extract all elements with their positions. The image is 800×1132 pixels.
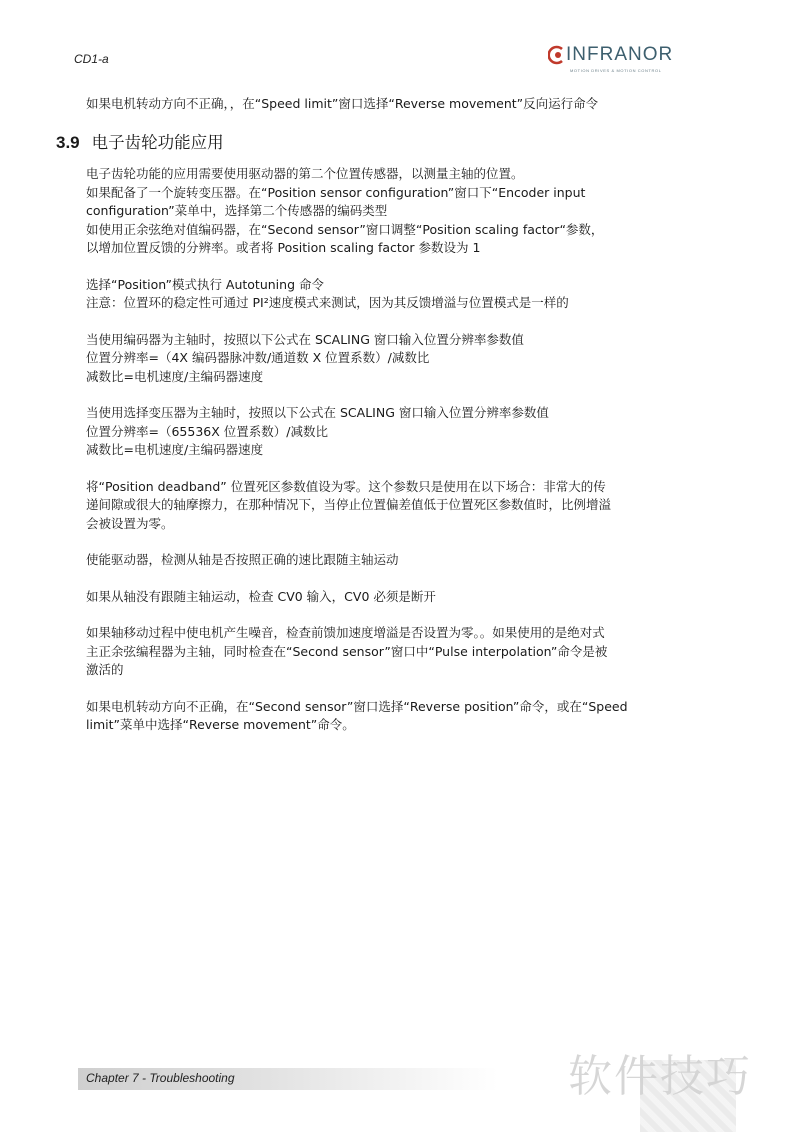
section-number: 3.9 [56,133,80,152]
paragraph-line: configuration”菜单中，选择第二个传感器的编码类型 [86,203,388,218]
paragraph [86,698,686,735]
logo-tagline: MOTION DRIVES & MOTION CONTROL [570,68,662,73]
watermark-text: 软件技巧 [568,1051,752,1102]
paragraph-line: 减数比=电机速度/主编码器速度 [86,368,264,384]
paragraph [86,624,686,680]
paragraph [86,331,686,387]
paragraph-line: 如果轴移动过程中使电机产生噪音，检查前馈加速度增溢是否设置为零。。如果使用的是绝对式 [86,625,605,640]
paragraph [86,276,686,313]
intro-line: 如果电机转动方向不正确，，在“Speed limit”窗口选择“Reverse movement”反向运行命令 [86,96,599,111]
paragraph-line: 以增加位置反馈的分辨率。或者将 Position scaling factor 参数设为 1 [86,240,481,255]
paragraph [86,551,686,570]
paragraph-line: 会被设置为零。 [86,515,174,531]
paragraph-line: 减数比=电机速度/主编码器速度 [86,442,264,457]
footer-chapter: Chapter 7 - Troubleshooting [86,1071,235,1085]
section-title: 电子齿轮功能应用 [91,133,224,152]
paragraph-line: 主正余弦编程器为主轴，同时检查在“Second sensor”窗口中“Pulse interpolation”命令是被 [86,643,608,659]
paragraph-line: 注意：位置环的稳定性可通过 PI²速度模式来测试，因为其反馈增溢与位置模式是一样的 [86,295,569,310]
paragraph-line: 当使用选择变压器为主轴时，按照以下公式在 SCALING 窗口输入位置分辨率参数值 [86,405,549,420]
paragraph-line: 将“Position deadband” 位置死区参数值设为零。这个参数只是使用在以下场合：非常大的传 [86,478,606,494]
paragraph-line: 位置分辨率=（65536X 位置系数）/减数比 [86,423,328,439]
paragraph-line: 如果电机转动方向不正确，在“Second sensor”窗口选择“Reverse position”命令，或在“Speed [86,698,628,714]
paragraph-line: 使能驱动器，检测从轴是否按照正确的速比跟随主轴运动 [86,552,399,567]
paragraph-line: 选择“Position”模式执行 Autotuning 命令 [86,276,324,292]
infranor-logo [548,44,680,78]
paragraph-line: 递间隙或很大的轴摩擦力，在那种情况下，当停止位置偏差值低于位置死区参数值时，比例增溢 [86,497,612,512]
paragraph [86,588,686,607]
paragraph-line: 电子齿轮功能的应用需要使用驱动器的第二个位置传感器，以测量主轴的位置。 [86,166,524,181]
paragraph-line: 位置分辨率=（4X 编码器脉冲数/通道数 X 位置系数）/减数比 [86,350,430,365]
body-text [86,165,686,753]
section-heading [56,129,224,153]
paragraph-line: 如果配备了一个旋转变压器。在“Position sensor configuration”窗口下“Encoder input [86,184,586,200]
paragraph [86,165,686,258]
paragraph-line: 如使用正余弦绝对值编码器，在“Second sensor”窗口调整“Position scaling factor“参数， [86,221,604,237]
paragraph-line: 如果从轴没有跟随主轴运动，检查 CV0 输入，CV0 必须是断开 [86,588,436,604]
paragraph [86,404,686,460]
paragraph-line: 当使用编码器为主轴时，按照以下公式在 SCALING 窗口输入位置分辨率参数值 [86,331,524,347]
document-code: CD1-a [74,52,109,66]
logo-wordmark: INFRANOR [566,44,674,65]
logo-ring-icon [548,45,568,65]
paragraph [86,478,686,534]
paragraph-line: limit”菜单中选择“Reverse movement”命令。 [86,717,355,732]
paragraph-line: 激活的 [86,662,124,677]
